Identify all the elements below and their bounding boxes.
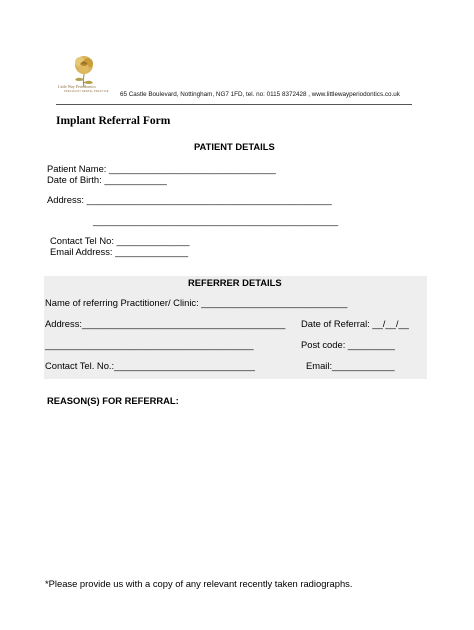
- referrer-address-field[interactable]: Address:_______________________________________: [45, 318, 286, 329]
- patient-email-field[interactable]: Email Address: ______________: [50, 246, 189, 257]
- referrer-details-heading: REFERRER DETAILS: [188, 277, 282, 288]
- date-of-birth-field[interactable]: Date of Birth: ____________: [47, 174, 167, 185]
- date-of-referral-field[interactable]: Date of Referral: __/__/__: [301, 318, 409, 329]
- patient-details-heading: PATIENT DETAILS: [194, 141, 275, 152]
- form-title: Implant Referral Form: [56, 115, 171, 127]
- referrer-post-code-field[interactable]: Post code: _________: [301, 339, 395, 350]
- referrer-address-line2-field[interactable]: ________________________________________: [45, 339, 254, 350]
- reasons-for-referral-area[interactable]: [44, 410, 427, 570]
- rose-logo-icon: [68, 52, 100, 88]
- reasons-for-referral-heading: REASON(S) FOR REFERRAL:: [47, 395, 179, 406]
- practice-name: Little Way Periodontics: [58, 84, 96, 89]
- referrer-contact-tel-field[interactable]: Contact Tel. No.:___________________________: [45, 360, 255, 371]
- patient-contact-tel-field[interactable]: Contact Tel No: ______________: [50, 235, 190, 246]
- referrer-email-field[interactable]: Email:____________: [306, 360, 395, 371]
- practice-tagline: SPECIALIST DENTAL PRACTICE: [64, 90, 109, 93]
- patient-name-field[interactable]: Patient Name: ________________________________: [47, 163, 276, 174]
- radiographs-note: *Please provide us with a copy of any relevant recently taken radiographs.: [45, 578, 353, 589]
- letterhead-divider: [56, 104, 412, 105]
- referring-practitioner-field[interactable]: Name of referring Practitioner/ Clinic: ____________________________: [45, 297, 348, 308]
- practice-address: 65 Castle Boulevard, Nottingham, NG7 1FD, tel. no: 0115 8372428 , www.littlewayperiodontics.co.uk: [120, 91, 400, 98]
- patient-address-field[interactable]: Address: _______________________________________________: [47, 194, 332, 205]
- patient-address-line2-field[interactable]: _______________________________________________: [93, 215, 339, 226]
